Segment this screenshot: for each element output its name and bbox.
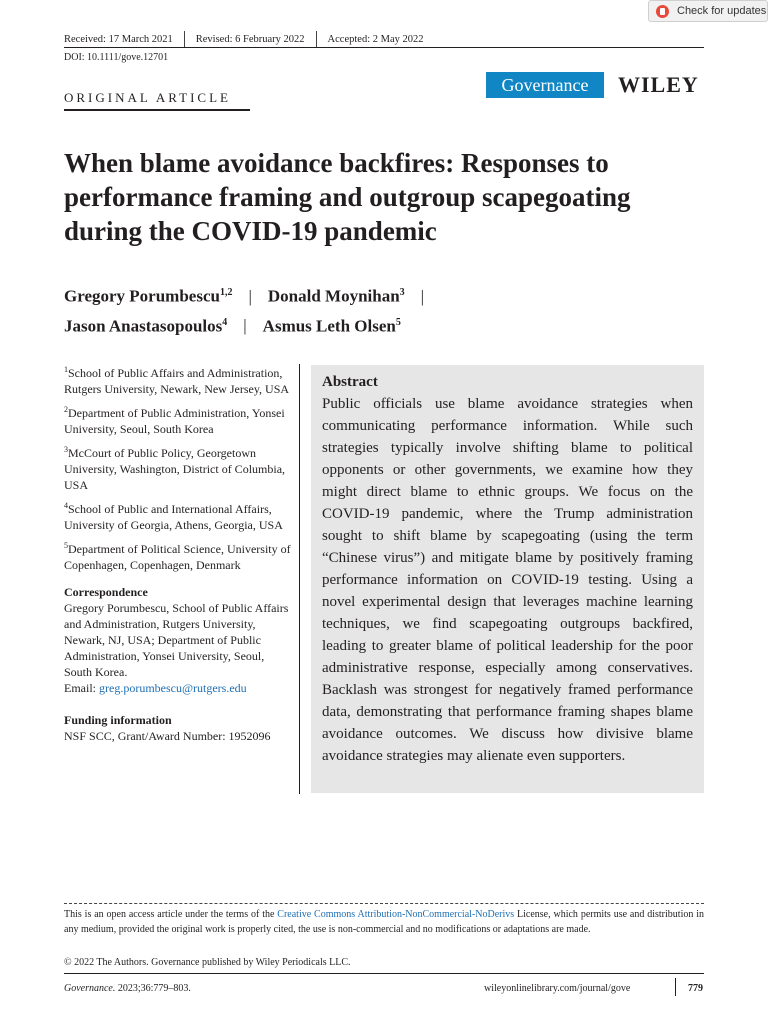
journal-name: Governance. [64,983,116,994]
funding-heading: Funding information [64,713,172,727]
accepted-date: Accepted: 2 May 2022 [327,34,424,45]
page-number: 779 [688,983,703,994]
publisher-logo[interactable]: WILEY [618,72,699,97]
affiliation-sup: 1 [64,365,68,374]
affiliation-text: Department of Public Administration, Yonsei University, Seoul, South Korea [64,406,285,436]
author-affiliation-sup: 3 [399,287,405,298]
affiliation [64,362,292,397]
affiliation-text: School of Public and International Affairs, University of Georgia, Athens, Georgia, USA [64,502,283,532]
section-label: ORIGINAL ARTICLE [64,90,231,105]
abstract-box [311,365,704,793]
journal-url[interactable]: wileyonlinelibrary.com/journal/gove [484,983,631,994]
abstract-text: Public officials use blame avoidance strategies when communicating performance information. While such strategies typically involve shifting blame to political opponents or other governments, we examine how they might direct blame to ethnic groups. We focus on the COVID-19 pandemic, where the Trump administration sought to shift blame by scapegoating (using the term “Chinese virus”) and mitigate blame by positively framing performance information on COVID-19 testing. Using a novel experimental design that leverages machine learning techniques, we find scapegoating outgroups backfired, leading to greater blame of political leadership for the poor administrative response, especially among conservatives. Backlash was strongest for negatively framed performance data, demonstrating that performance framing shapes blame avoidance outcomes. We discuss how divisive blame avoidance strategies may alienate even supporters. [322,396,693,764]
doi[interactable]: DOI: 10.1111/gove.12701 [64,52,169,63]
received-date: Received: 17 March 2021 [64,34,173,45]
affiliation-text: McCourt of Public Policy, Georgetown University, Washington, District of Columbia, USA [64,446,286,492]
revised-date: Revised: 6 February 2022 [195,34,305,45]
section-label-underline [64,109,250,111]
affiliation-sup: 2 [64,405,68,414]
date-separator [316,31,317,48]
author-affiliation-sup: 4 [222,316,228,328]
citation-volume: 2023;36:779–803. [115,983,191,994]
affiliation-sup: 5 [64,541,68,550]
affiliation-text: Department of Political Science, University of Copenhagen, Copenhagen, Denmark [64,542,291,572]
header-rule [64,47,704,48]
affiliation-text: School of Public Affairs and Administration, Rutgers University, Newark, New Jersey, USA [64,366,290,396]
abstract-heading: Abstract [322,374,378,390]
copyright-line: © 2022 The Authors. Governance published by Wiley Periodicals LLC. [64,957,351,968]
funding-text: NSF SCC, Grant/Award Number: 1952096 [64,729,271,743]
author-separator: | [248,286,252,306]
affiliation [64,402,292,437]
correspondence-address: Gregory Porumbescu, School of Public Affairs and Administration, Rutgers University, Newark, NJ, USA; Department of Public Administration, Yonsei University, Seoul, South Korea. [64,601,289,679]
affiliation-sup: 4 [64,501,68,510]
column-divider [299,364,300,794]
correspondence-text [64,600,292,696]
footnote-divider [64,903,704,904]
email-label: Email: [64,681,96,695]
affiliations-column [64,362,292,744]
affiliation [64,498,292,533]
journal-citation [64,983,191,994]
author-name[interactable]: Gregory Porumbescu [64,286,220,306]
bookmark-icon [656,5,669,18]
affiliation [64,538,292,573]
email-link[interactable]: greg.porumbescu@rutgers.edu [99,681,247,695]
check-for-updates-label: Check for updates [677,5,767,17]
article-dates [64,31,423,48]
author-list [64,280,440,339]
author-name[interactable]: Asmus Leth Olsen [262,316,396,336]
author-name[interactable]: Jason Anastasopoulos [64,316,223,336]
author-name[interactable]: Donald Moynihan [267,286,400,306]
affiliation-sup: 3 [64,445,68,454]
license-text: This is an open access article under the terms of the [64,909,278,920]
footer-rule [64,973,704,974]
article-title: When blame avoidance backfires: Responses to performance framing and outgroup scapegoating during the COVID-19 pandemic [64,148,631,246]
author-affiliation-sup: 5 [395,316,401,328]
license-note [64,908,704,937]
correspondence-heading: Correspondence [64,585,148,599]
author-separator: | [243,316,247,336]
date-separator [184,31,185,48]
license-text: License, which permits use and distribution in any medium, provided the original work is properly cited, the use is non-commercial and no modifications or adaptations are made. [64,909,705,935]
author-affiliation-sup: 1,2 [219,287,233,298]
footer-separator [675,978,676,996]
affiliation [64,442,292,493]
check-for-updates-button[interactable] [648,0,768,22]
journal-logo[interactable]: Governance [486,72,604,98]
author-separator: | [420,286,425,306]
license-link[interactable]: Creative Commons Attribution-NonCommercial-NoDerivs [277,909,515,920]
